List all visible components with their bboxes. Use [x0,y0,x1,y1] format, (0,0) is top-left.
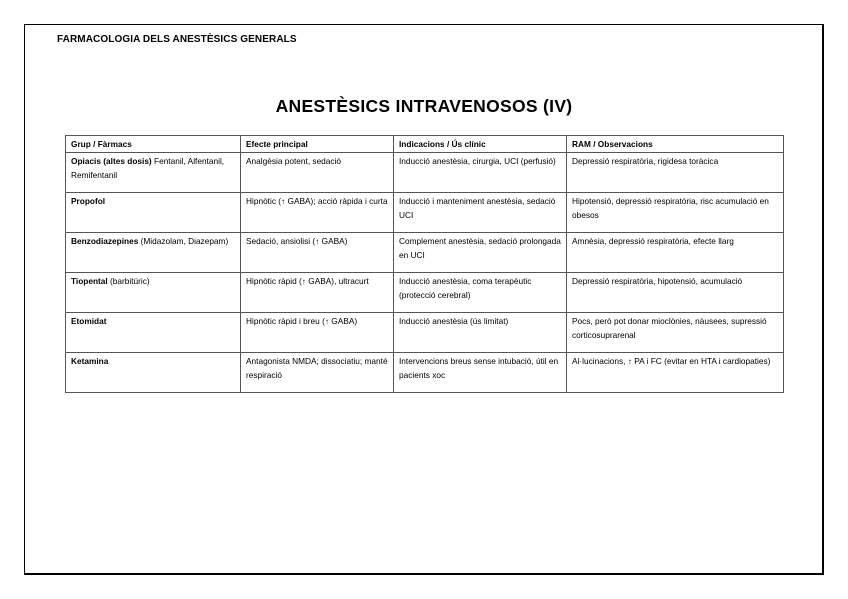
table-row [66,353,784,393]
column-header-indication: Indicacions / Ús clínic [394,136,567,153]
document-header: FARMACOLOGIA DELS ANESTÈSICS GENERALS [57,34,297,45]
column-header-effect: Efecte principal [241,136,394,153]
cell-indication: Complement anestèsia, sedació prolongada en UCI [394,233,567,273]
cell-effect: Hipnòtic (↑ GABA); acció ràpida i curta [241,193,394,233]
cell-indication: Inducció i manteniment anestèsia, sedació UCI [394,193,567,233]
cell-effect: Hipnòtic ràpid (↑ GABA), ultracurt [241,273,394,313]
drug-group-name: Etomidat [71,316,107,326]
column-header-group: Grup / Fàrmacs [66,136,241,153]
drug-group-detail: Fentanil, Alfentanil, Remifentanil [71,156,225,180]
table-row [66,233,784,273]
drug-group-name: Propofol [71,196,106,206]
cell-effect: Sedació, ansiolisi (↑ GABA) [241,233,394,273]
cell-group [66,353,241,393]
cell-ram: Depressió respiratòria, rigidesa toràcica [567,153,784,193]
column-header-ram: RAM / Observacions [567,136,784,153]
cell-ram: Hipotensió, depressió respiratòria, risc acumulació en obesos [567,193,784,233]
table-row [66,273,784,313]
table-row [66,193,784,233]
cell-ram: Al·lucinacions, ↑ PA i FC (evitar en HTA i cardiopaties) [567,353,784,393]
cell-group [66,153,241,193]
cell-indication: Inducció anestèsia (ús limitat) [394,313,567,353]
drug-group-name: Ketamina [71,356,109,366]
drug-group-detail: (Midazolam, Diazepam) [138,236,229,246]
cell-effect: Hipnòtic ràpid i breu (↑ GABA) [241,313,394,353]
drug-group-name: Benzodiazepines [71,236,139,246]
page-title: ANESTÈSICS INTRAVENOSOS (IV) [275,96,573,116]
cell-indication: Intervencions breus sense intubació, útil en pacients xoc [394,353,567,393]
cell-group [66,313,241,353]
table-row [66,153,784,193]
drugs-table [65,135,784,393]
cell-group [66,193,241,233]
drug-group-name: Opiacis (altes dosis) [71,156,152,166]
cell-group [66,233,241,273]
table-header-row [66,136,784,153]
cell-effect: Antagonista NMDA; dissociatiu; manté respiració [241,353,394,393]
table-row [66,313,784,353]
drug-group-detail: (barbitúric) [107,276,150,286]
drug-group-name: Tiopental [71,276,108,286]
cell-indication: Inducció anestèsia, cirurgia, UCI (perfusió) [394,153,567,193]
cell-effect: Analgèsia potent, sedació [241,153,394,193]
cell-ram: Pocs, però pot donar mioclònies, nàusees, supressió corticosuprarenal [567,313,784,353]
cell-ram: Depressió respiratòria, hipotensió, acumulació [567,273,784,313]
cell-group [66,273,241,313]
cell-ram: Amnèsia, depressió respiratòria, efecte llarg [567,233,784,273]
cell-indication: Inducció anestèsia, coma terapèutic (protecció cerebral) [394,273,567,313]
